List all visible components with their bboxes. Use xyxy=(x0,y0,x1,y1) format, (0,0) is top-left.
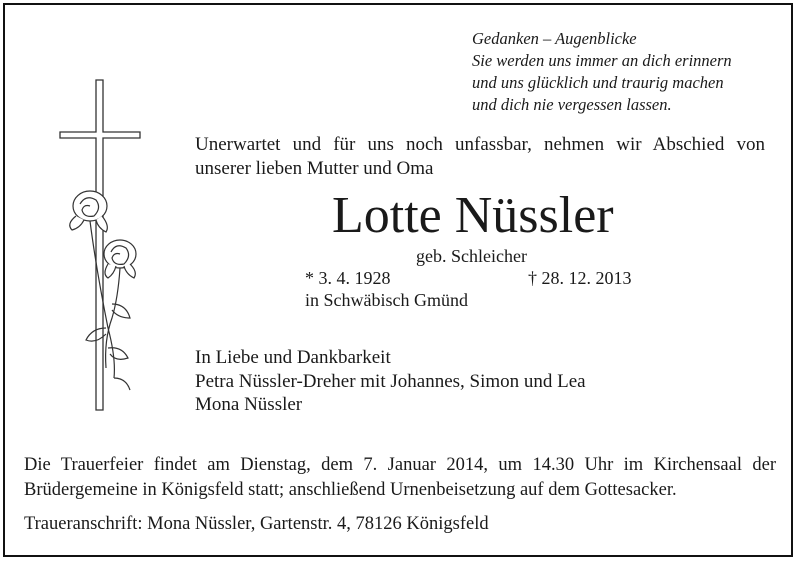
cross-with-roses-icon xyxy=(56,78,146,413)
service-line: Die Trauerfeier findet am Dienstag, dem 7. Januar 2014, um 14.30 Uhr im Kirchensaal der xyxy=(24,455,776,475)
intro-line: Unerwartet und für uns noch unfassbar, nehmen wir Abschied von xyxy=(195,134,765,155)
poem xyxy=(472,28,732,116)
poem-line: Gedanken – Augenblicke xyxy=(472,29,637,48)
intro-line: unserer lieben Mutter und Oma xyxy=(195,158,434,179)
birth-date: * 3. 4. 1928 xyxy=(305,268,391,288)
funeral-service-info xyxy=(24,453,776,503)
poem-line: und uns glücklich und traurig machen xyxy=(472,73,724,92)
mourner-line: Petra Nüssler-Dreher mit Johannes, Simon und Lea xyxy=(195,370,586,392)
deceased-name: Lotte Nüssler xyxy=(332,187,614,244)
intro-text xyxy=(195,133,765,181)
maiden-name: geb. Schleicher xyxy=(416,246,527,266)
mourning-address: Traueranschrift: Mona Nüssler, Gartenstr. 4, 78126 Königsfeld xyxy=(24,514,489,534)
mourner-line: Mona Nüssler xyxy=(195,394,303,415)
poem-line: und dich nie vergessen lassen. xyxy=(472,95,672,114)
death-date: † 28. 12. 2013 xyxy=(528,268,632,288)
service-line: Brüdergemeine in Königsfeld statt; anschließend Urnenbeisetzung auf dem Gottesacker. xyxy=(24,480,677,500)
mourner-line: In Liebe und Dankbarkeit xyxy=(195,347,391,368)
birthplace: in Schwäbisch Gmünd xyxy=(305,290,468,310)
poem-line: Sie werden uns immer an dich erinnern xyxy=(472,51,732,70)
mourners xyxy=(195,346,586,417)
